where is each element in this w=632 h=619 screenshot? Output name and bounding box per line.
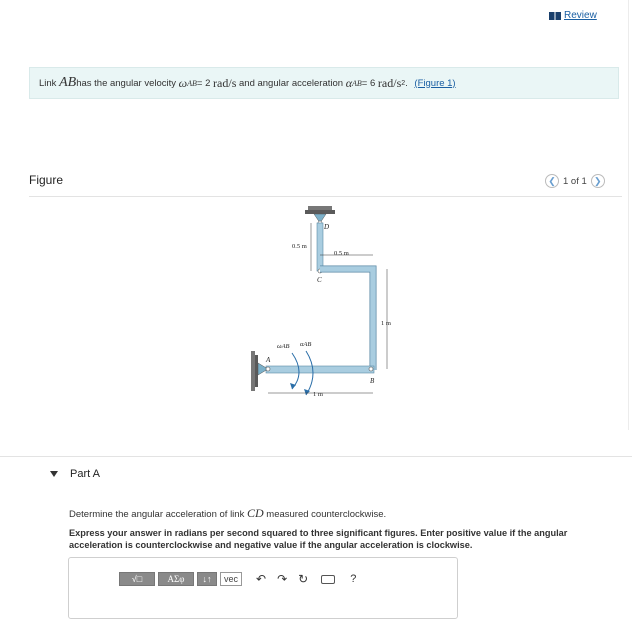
problem-text: . xyxy=(405,77,408,89)
greek-symbols-button[interactable]: ΑΣφ xyxy=(158,572,194,586)
next-figure-button[interactable] xyxy=(591,174,605,188)
top-support-base xyxy=(308,206,332,210)
chevron-right-icon: ❯ xyxy=(594,175,602,186)
label-a: A xyxy=(266,356,271,364)
question-suffix: measured counterclockwise. xyxy=(263,509,387,520)
link-ab: AB xyxy=(59,75,77,90)
figure-pager-text: 1 of 1 xyxy=(563,175,587,187)
label-dim-vert: 1 m xyxy=(381,320,391,327)
answer-editor[interactable] xyxy=(68,557,458,619)
problem-text: has the angular velocity xyxy=(76,77,176,89)
question-prefix: Determine the angular acceleration of link xyxy=(69,509,247,520)
pin-b xyxy=(369,367,373,371)
label-omega: ωAB xyxy=(277,343,290,350)
problem-text: and angular acceleration xyxy=(239,77,344,89)
review-icon xyxy=(549,12,561,20)
vector-button[interactable]: vec xyxy=(220,572,242,586)
top-support-plate xyxy=(305,210,335,214)
question-text xyxy=(69,506,386,521)
collapse-triangle-icon xyxy=(50,471,58,477)
alpha-unit: rad/s xyxy=(377,75,402,90)
left-wall-plate xyxy=(255,355,258,387)
omega-unit: rad/s xyxy=(213,75,237,90)
problem-text: Link xyxy=(39,77,57,89)
reset-icon[interactable]: ↻ xyxy=(298,572,309,586)
review-link[interactable] xyxy=(549,10,597,21)
part-title: Part A xyxy=(70,468,100,480)
figure-link[interactable]: (Figure 1) xyxy=(414,77,456,89)
mechanism-diagram xyxy=(230,203,410,408)
templates-button[interactable]: √□ xyxy=(119,572,155,586)
editor-toolbar xyxy=(119,572,356,586)
chevron-left-icon: ❮ xyxy=(548,175,556,186)
label-alpha: αAB xyxy=(300,341,312,348)
omega-symbol: ω xyxy=(178,75,188,90)
alpha-subscript: AB xyxy=(352,78,362,88)
part-a-header[interactable] xyxy=(50,468,100,480)
keyboard-icon[interactable] xyxy=(321,575,335,584)
link-cd-label: CD xyxy=(246,506,264,520)
figure-title: Figure xyxy=(29,173,64,187)
label-b: B xyxy=(370,377,375,385)
label-dim-ab: 1 m xyxy=(313,391,323,398)
prev-figure-button[interactable] xyxy=(545,174,559,188)
redo-icon[interactable]: ↷ xyxy=(277,572,288,586)
label-dim-cb-horiz: 0.5 m xyxy=(334,250,349,257)
label-dim-cd: 0.5 m xyxy=(292,243,307,250)
undo-icon[interactable]: ↶ xyxy=(256,572,267,586)
alpha-value: = 6 xyxy=(361,77,376,89)
omega-subscript: AB xyxy=(187,78,197,88)
pin-a xyxy=(266,367,270,371)
link-ab-bar xyxy=(266,366,374,373)
label-d: D xyxy=(324,223,330,231)
left-wall xyxy=(251,351,255,391)
review-label: Review xyxy=(564,10,597,21)
link-cd xyxy=(317,223,323,271)
link-cb xyxy=(320,269,373,370)
panel-divider xyxy=(628,0,629,430)
omega-value: = 2 xyxy=(196,77,211,89)
instruction-text: Express your answer in radians per second squared to three significant figures. Enter positive value if the angular acceleration is counterclockwise and negative value if the angular acceleration is clockwise. xyxy=(69,528,568,550)
part-divider xyxy=(0,456,632,457)
subscript-superscript-button[interactable]: ↓↑ xyxy=(197,572,217,586)
alpha-unit-exponent: 2 xyxy=(401,79,406,87)
figure-divider xyxy=(29,196,622,197)
label-c: C xyxy=(317,276,322,284)
alpha-symbol: α xyxy=(345,75,352,90)
figure-pager xyxy=(541,174,609,188)
problem-statement xyxy=(29,67,619,99)
help-icon[interactable]: ? xyxy=(350,573,357,585)
link-cb-outline xyxy=(320,269,373,370)
